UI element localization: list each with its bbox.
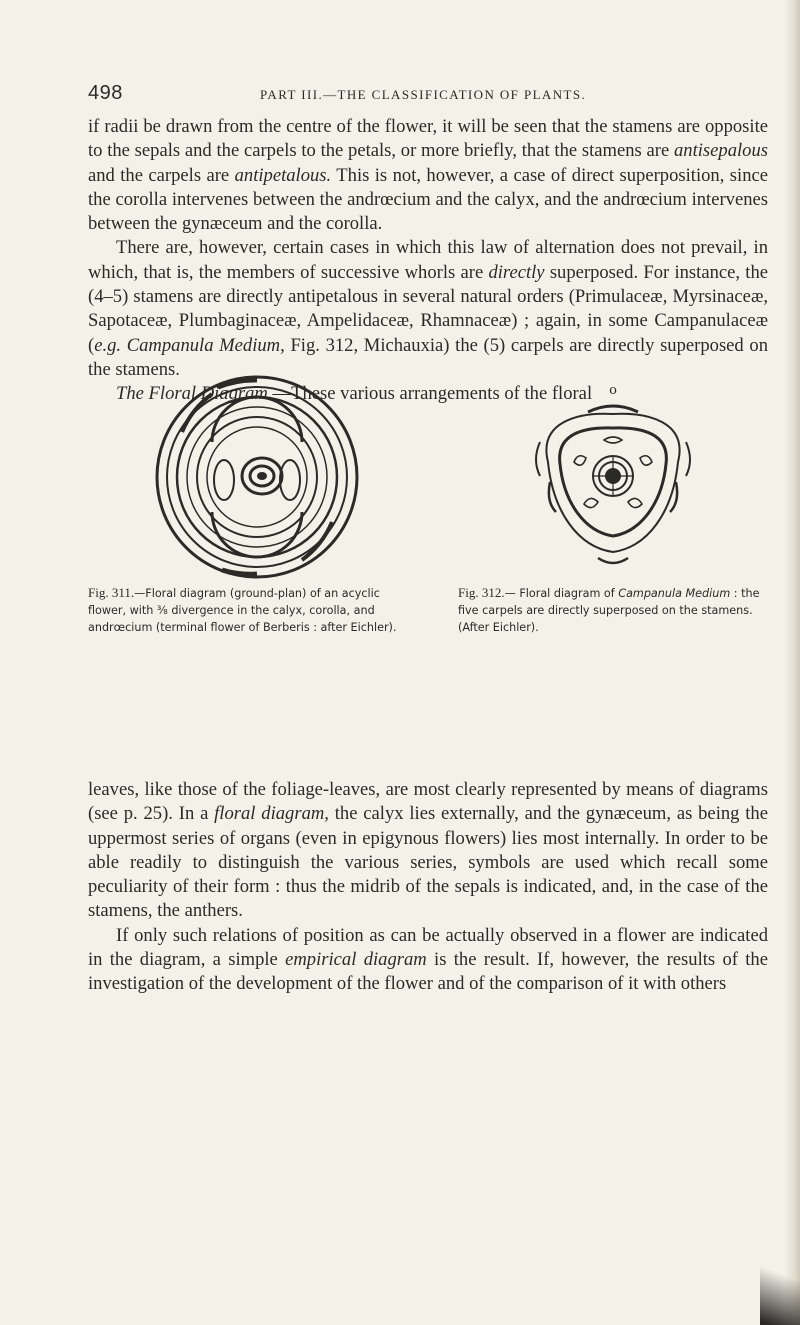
italic-text-segment: antipetalous. bbox=[234, 164, 332, 186]
text-segment: if radii be drawn from the centre of the flower, it will be seen that the stamens are opposite to the sepals and the carpels to the petals, or more briefly, that the stamens are bbox=[88, 116, 768, 162]
text-segment: If only such relations of position as can be actually observed in a flower are indicated in the diagram, a simple bbox=[88, 924, 768, 971]
figure-311 bbox=[88, 372, 418, 636]
body-text-top bbox=[88, 115, 768, 407]
italic-text-segment: e.g. Campanula Medium, bbox=[94, 334, 285, 356]
italic-text-segment: floral diagram, bbox=[214, 803, 329, 825]
paragraph-1 bbox=[88, 115, 768, 236]
page-edge-shadow bbox=[786, 0, 800, 1325]
italic-text-segment: The Floral Diagram. bbox=[116, 383, 273, 405]
text-segment: Fig. 312, Michauxia) the (5) carpels are directly superposed on the stamens. bbox=[88, 334, 768, 380]
running-head: PART III.—THE CLASSIFICATION OF PLANTS. bbox=[260, 87, 587, 102]
floral-diagram-berberis bbox=[152, 372, 362, 582]
italic-text-segment: empirical diagram bbox=[285, 949, 427, 971]
text-segment: the calyx lies externally, and the gynæceum, as being the uppermost series of organs (even in epigynous flowers) lies most internally. In order to be able readily to distinguish the various series, symbols are used which recall some peculiarity of their form : thus the midrib of the sepals is indicated, and, in the case of the stamens, the anthers. bbox=[88, 803, 768, 922]
figure-311-caption-text: —Floral diagram (ground-plan) of an acyclic flower, with ⅜ divergence in the calyx, corolla, and andrœcium (terminal flower of Berberis : after Eichler). bbox=[88, 587, 397, 634]
text-segment: superposed. For instance, the (4–5) stamens are directly antipetalous in several natural orders (Primulaceæ, Myrsinaceæ, Sapotaceæ, Plumbaginaceæ, Ampelidaceæ, Rhamnaceæ) ; again, in some Campanulaceæ ( bbox=[88, 261, 768, 356]
figure-312-label: Fig. 312. bbox=[458, 585, 505, 600]
figure-312-caption-italic: Campanula Medium bbox=[618, 587, 731, 600]
text-segment: is the result. If, however, the results of the investigation of the development of the flower and of the comparison of it with others bbox=[88, 949, 768, 995]
text-segment: leaves, like those of the foliage-leaves, are most clearly represented by means of diagrams (see p. 25). In a bbox=[88, 779, 768, 825]
figure-312-caption-rest: : the five carpels are directly superposed on the stamens. (After Eichler). bbox=[458, 587, 760, 634]
body-text-bottom bbox=[88, 778, 768, 997]
figures-row bbox=[88, 372, 768, 772]
page-corner-shadow bbox=[760, 1255, 800, 1325]
text-segment: This is not, however, a case of direct superposition, since the corolla intervenes between the andrœcium and the calyx, and the andrœcium intervenes between the gynæceum and the corolla. bbox=[88, 164, 768, 235]
figure-312-caption-lead: — Floral diagram of bbox=[504, 587, 619, 600]
figure-312-axis-mark: o bbox=[609, 383, 617, 398]
figure-312 bbox=[458, 372, 768, 636]
figure-311-label: Fig. 311. bbox=[88, 585, 135, 600]
text-segment: and the carpels are bbox=[88, 164, 235, 186]
figure-311-caption bbox=[88, 584, 418, 636]
paragraph-4 bbox=[88, 778, 768, 924]
italic-text-segment: directly bbox=[488, 261, 545, 283]
italic-text-segment: antisepalous bbox=[673, 140, 768, 162]
paragraph-2 bbox=[88, 236, 768, 382]
text-segment: —These various arrangements of the floral bbox=[272, 383, 593, 405]
figure-312-caption bbox=[458, 584, 768, 636]
text-segment: There are, however, certain cases in which this law of alternation does not prevail, in which, that is, the members of successive whorls are bbox=[88, 237, 768, 283]
page-number: 498 bbox=[88, 82, 123, 104]
floral-diagram-campanula bbox=[528, 372, 698, 582]
paragraph-5 bbox=[88, 924, 768, 997]
